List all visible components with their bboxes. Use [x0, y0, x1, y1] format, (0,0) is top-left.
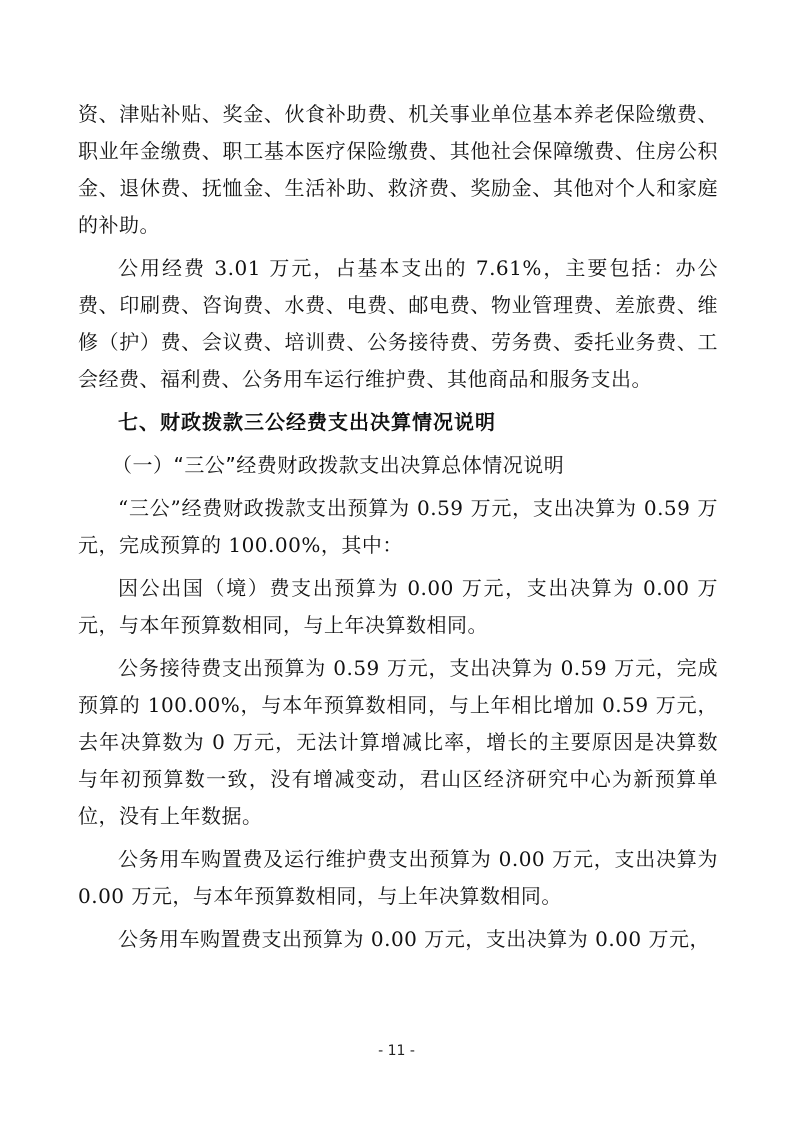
page-number: - 11 - [378, 1043, 415, 1059]
document-body [78, 96, 718, 964]
paragraph-official-reception: 公务接待费支出预算为 0.59 万元，支出决算为 0.59 万元，完成预算的 100.00%，与本年预算数相同，与上年相比增加 0.59 万元，去年决算数为 0 万元，无法计算增减比率，增长的主要原因是决算数与年初预算数一致，没有增减变动，君山区经济研究中心为新预算单位，没有上年数据。 [78, 656, 718, 828]
section-heading-three-public-expenses: 七、财政拨款三公经费支出决算情况说明 [118, 410, 496, 434]
paragraph-overseas-travel: 因公出国（境）费支出预算为 0.00 万元，支出决算为 0.00 万元，与本年预算数相同，与上年决算数相同。 [78, 576, 718, 637]
paragraph-vehicle-purchase: 公务用车购置费支出预算为 0.00 万元，支出决算为 0.00 万元， [118, 927, 710, 951]
paragraph-three-public-overall: “三公”经费财政拨款支出预算为 0.59 万元，支出决算为 0.59 万元，完成预算的 100.00%，其中： [78, 496, 718, 557]
subsection-heading-overall: （一）“三公”经费财政拨款支出决算总体情况说明 [112, 453, 565, 477]
paragraph-public-expenses: 公用经费 3.01 万元，占基本支出的 7.61%，主要包括：办公费、印刷费、咨询费、水费、电费、邮电费、物业管理费、差旅费、维修（护）费、会议费、培训费、公务接待费、劳务费、委托业务费、工会经费、福利费、公务用车运行维护费、其他商品和服务支出。 [78, 256, 718, 391]
paragraph-personnel-expenses-continued: 资、津贴补贴、奖金、伙食补助费、机关事业单位基本养老保险缴费、职业年金缴费、职工基本医疗保险缴费、其他社会保障缴费、住房公积金、退休费、抚恤金、生活补助、救济费、奖励金、其他对个人和家庭的补助。 [78, 102, 718, 237]
paragraph-vehicle-purchase-and-maintenance: 公务用车购置费及运行维护费支出预算为 0.00 万元，支出决算为 0.00 万元，与本年预算数相同，与上年决算数相同。 [78, 847, 718, 908]
